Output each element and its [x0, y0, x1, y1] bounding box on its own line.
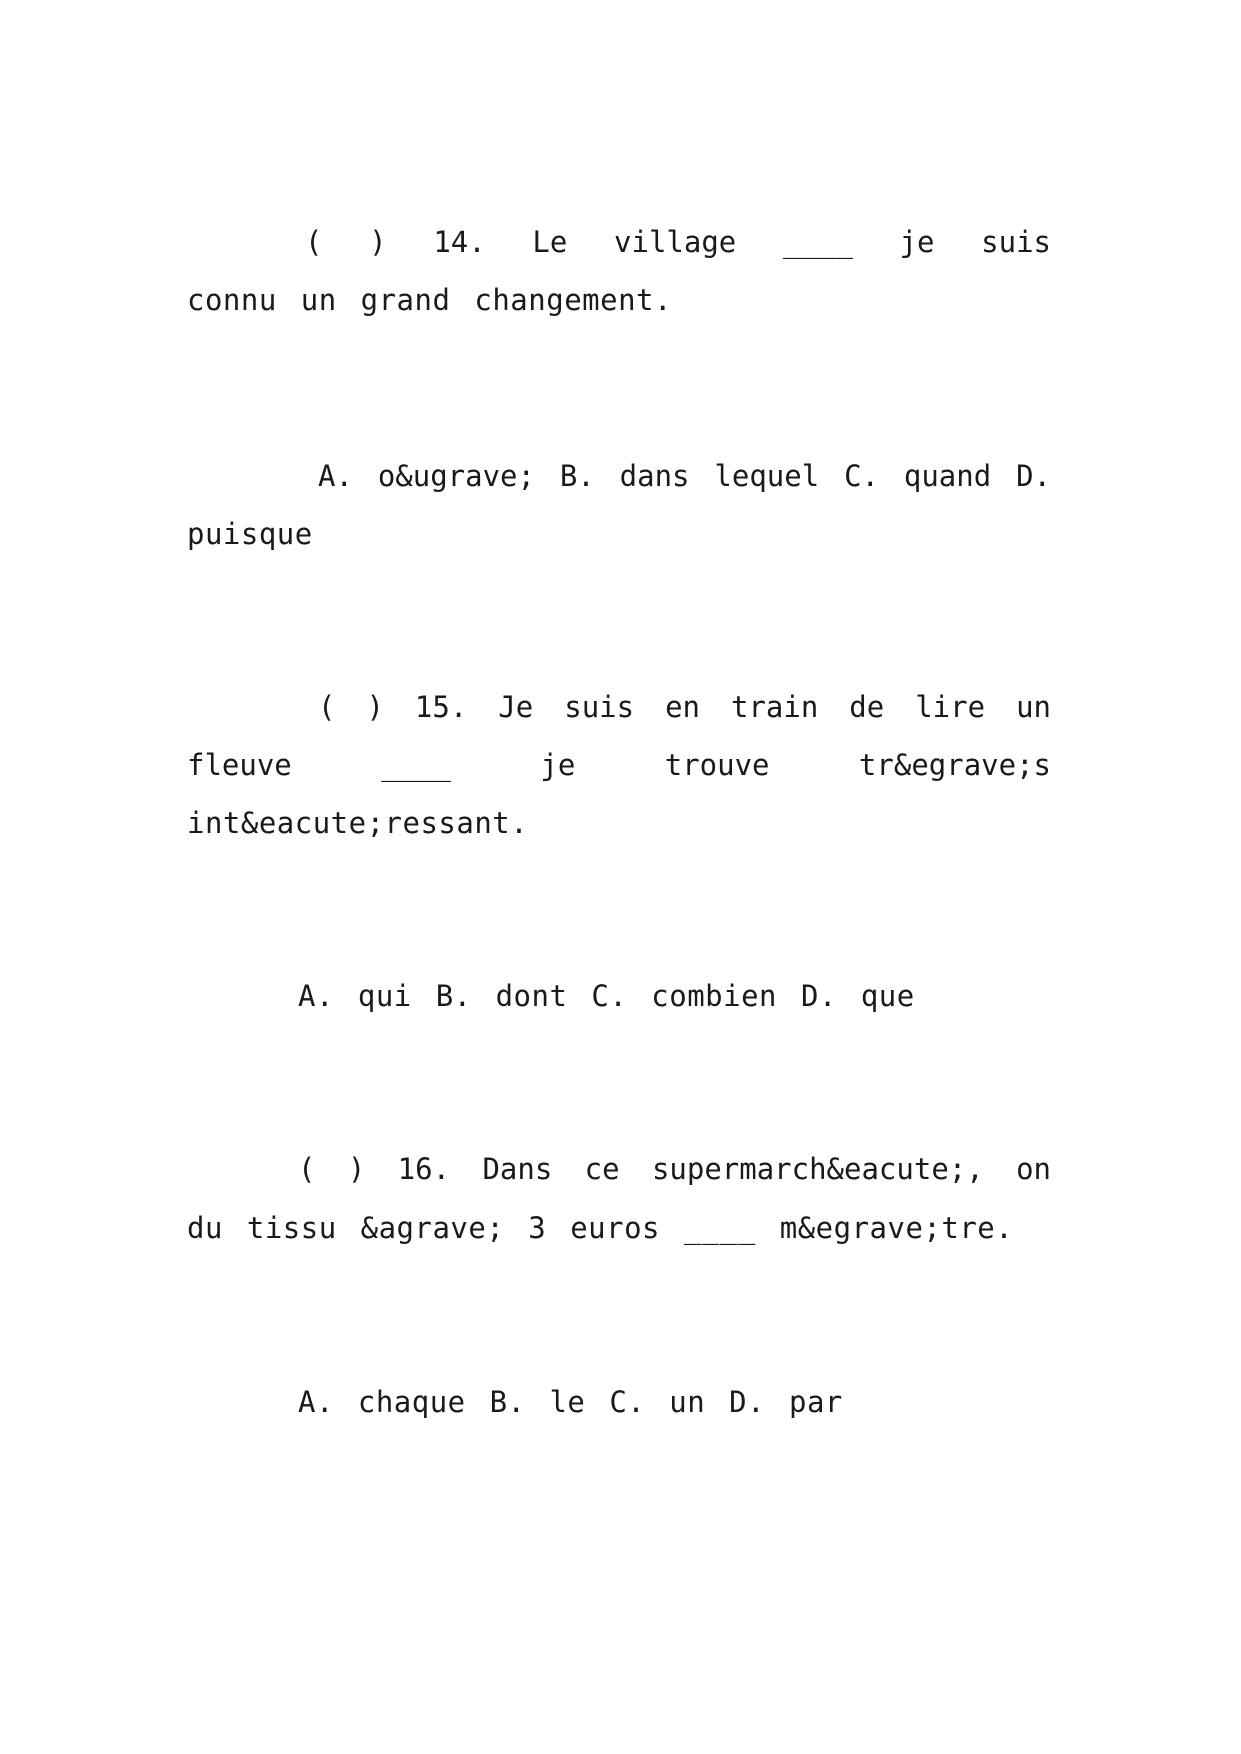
question-15-options-line-1: A. qui B. dont C. combien D. que — [298, 979, 915, 1013]
question-15-stem-line-1: ( ) 15. Je suis en train de lire un — [318, 690, 1051, 724]
question-16-options-line-1: A. chaque B. le C. un D. par — [298, 1385, 843, 1419]
question-14-options-line-1: A. o&ugrave; B. dans lequel C. quand D. — [318, 459, 1051, 493]
question-15-stem-line-2: fleuve ____ je trouve tr&egrave;s — [187, 748, 1051, 782]
question-14-stem-line-2: connu un grand changement. — [187, 283, 672, 317]
question-15-stem-line-3: int&eacute;ressant. — [187, 806, 529, 840]
question-14-options-line-2: puisque — [187, 517, 313, 551]
question-14-stem-line-1: ( ) 14. Le village ____ je suis — [305, 225, 1051, 259]
question-16-stem-line-1: ( ) 16. Dans ce supermarch&eacute;, on — [298, 1152, 1051, 1186]
question-16-stem-line-2: du tissu &agrave; 3 euros ____ m&egrave;tre. — [187, 1211, 1014, 1245]
